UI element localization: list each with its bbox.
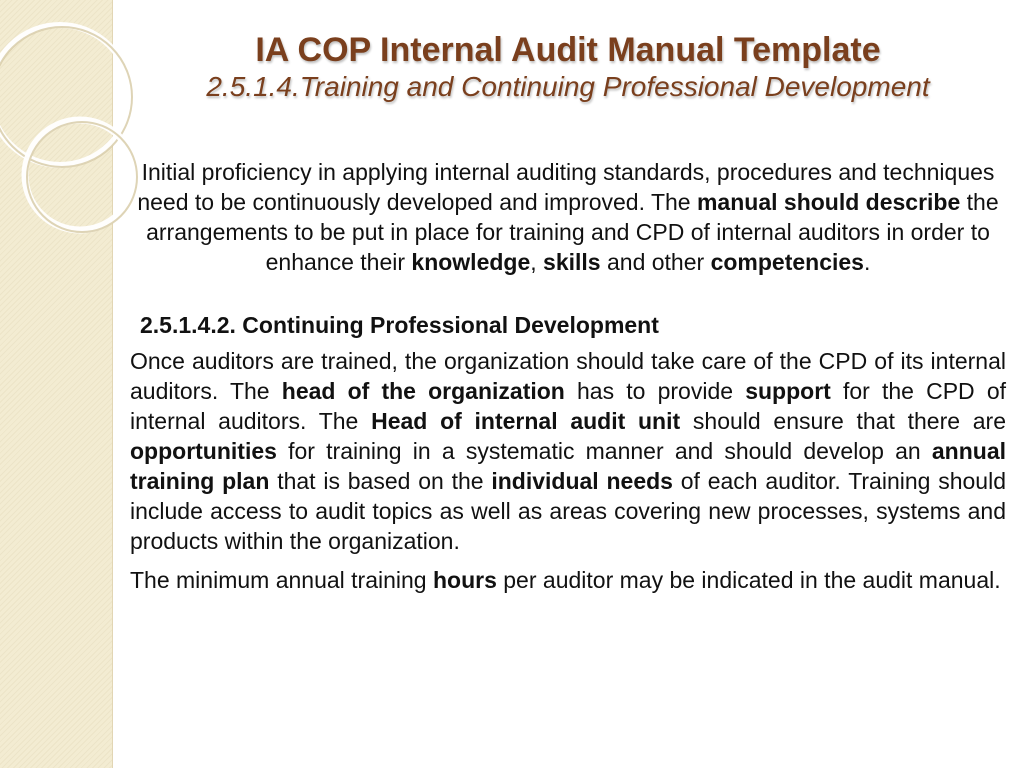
slide-title: IA COP Internal Audit Manual Template <box>255 31 881 69</box>
training-hours-paragraph: The minimum annual training hours per auditor may be indicated in the audit manual. <box>130 567 1001 593</box>
section-heading: 2.5.1.4.2. Continuing Professional Development <box>140 312 659 338</box>
slide-content <box>130 157 1006 595</box>
slide-header <box>118 30 1018 104</box>
cpd-paragraph: Once auditors are trained, the organization should take care of the CPD of its internal auditors. The head of the organization has to provide support for the CPD of internal auditors. The Head of internal audit unit should ensure that there are opportunities for training in a systematic manner and should develop an annual training plan that is based on the individual needs of each auditor. Training should include access to audit topics as well as areas covering new processes, systems and products within the organization. <box>130 348 1007 554</box>
slide-subtitle: 2.5.1.4.Training and Continuing Professional Development <box>206 71 930 102</box>
intro-paragraph: Initial proficiency in applying internal auditing standards, procedures and techniques need to be continuously developed and improved. The manual should describe the arrangements to be put in place for training and CPD of internal auditors in order to enhance their knowledge, skills and other competencies. <box>137 159 999 275</box>
